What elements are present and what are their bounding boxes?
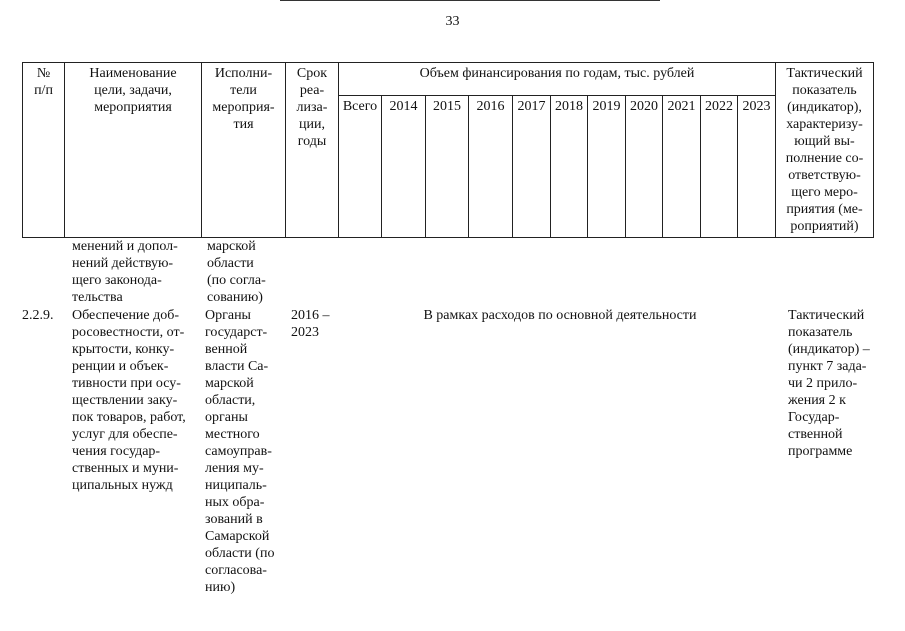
text-line: Исполни- bbox=[214, 66, 273, 81]
text-line: росовестности, от- bbox=[72, 325, 185, 340]
text-line: приятия (ме- bbox=[786, 202, 863, 217]
top-rule bbox=[280, 0, 660, 1]
header-executors bbox=[202, 63, 286, 238]
header-year-cell: 2022 bbox=[701, 96, 738, 238]
text-line: Тактический bbox=[788, 308, 865, 323]
header-name bbox=[65, 63, 202, 238]
text-line: реа- bbox=[299, 83, 325, 98]
text-line: (по согла- bbox=[207, 273, 266, 288]
text-line: показатель bbox=[792, 83, 857, 98]
continuation-executors bbox=[207, 238, 287, 306]
text-line: пок товаров, работ, bbox=[72, 410, 186, 425]
text-line: ществлении заку- bbox=[72, 393, 178, 408]
text-line: менений и допол- bbox=[72, 239, 178, 254]
text-line: жения 2 к bbox=[788, 393, 846, 408]
text-line: крытости, конку- bbox=[72, 342, 175, 357]
text-line: венной bbox=[205, 342, 248, 357]
row-number: 2.2.9. bbox=[22, 308, 54, 323]
text-line: № bbox=[36, 66, 51, 81]
text-line: сованию) bbox=[207, 290, 263, 305]
text-line: характеризу- bbox=[786, 117, 863, 132]
text-line: власти Са- bbox=[205, 359, 269, 374]
text-line: государст- bbox=[205, 325, 268, 340]
text-line: тели bbox=[230, 83, 257, 98]
text-line: области, bbox=[205, 393, 256, 408]
header-year-cell: 2017 bbox=[513, 96, 551, 238]
text-line: ципальных нужд bbox=[72, 478, 173, 493]
header-year-cell: 2016 bbox=[469, 96, 513, 238]
text-line: местного bbox=[205, 427, 260, 442]
text-line: зований в bbox=[205, 512, 263, 527]
text-line: Наименование bbox=[89, 66, 177, 81]
text-line: ниципаль- bbox=[205, 478, 267, 493]
header-year-cell: Всего bbox=[339, 96, 382, 238]
text-line: мероприятия bbox=[94, 100, 172, 115]
text-line: ления му- bbox=[205, 461, 264, 476]
header-num bbox=[23, 63, 65, 238]
text-line: показатель bbox=[788, 325, 853, 340]
row-executors bbox=[205, 307, 287, 596]
text-line: тельства bbox=[72, 290, 123, 305]
text-line: п/п bbox=[34, 83, 53, 98]
text-line: Обеспечение доб- bbox=[72, 308, 180, 323]
text-line: ственной bbox=[788, 427, 843, 442]
text-line: марской bbox=[207, 239, 256, 254]
text-line: марской bbox=[205, 376, 254, 391]
page-number: 33 bbox=[445, 14, 460, 29]
text-line: ных обра- bbox=[205, 495, 265, 510]
text-line: чения государ- bbox=[72, 444, 161, 459]
text-line: области bbox=[207, 256, 254, 271]
text-line: роприятий) bbox=[790, 219, 859, 234]
text-line: ответствую- bbox=[788, 168, 861, 183]
text-line: ственных и муни- bbox=[72, 461, 179, 476]
text-line: нений действую- bbox=[72, 256, 174, 271]
text-line: полнение со- bbox=[785, 151, 864, 166]
text-line: Самарской bbox=[205, 529, 270, 544]
header-year-cell: 2019 bbox=[588, 96, 626, 238]
row-financing: В рамках расходов по основной деятельности bbox=[423, 308, 697, 323]
text-line: чи 2 прило- bbox=[788, 376, 858, 391]
text-line: тивности при осу- bbox=[72, 376, 181, 391]
header-year-cell: 2015 bbox=[426, 96, 469, 238]
header-year-cell: 2023 bbox=[738, 96, 776, 238]
text-line: ренции и объек- bbox=[72, 359, 169, 374]
text-line: области (по bbox=[205, 546, 275, 561]
header-year-cell: 2014 bbox=[382, 96, 426, 238]
text-line: щего меро- bbox=[791, 185, 858, 200]
header-year-cell: 2021 bbox=[663, 96, 701, 238]
text-line: самоуправ- bbox=[205, 444, 272, 459]
text-line: (индикатор), bbox=[787, 100, 862, 115]
header-year-cell: 2020 bbox=[626, 96, 663, 238]
header-period bbox=[286, 63, 339, 238]
row-name bbox=[72, 307, 207, 494]
text-line: лиза- bbox=[296, 100, 328, 115]
text-line: нию) bbox=[205, 580, 236, 595]
table-header bbox=[22, 62, 874, 238]
row-period bbox=[291, 307, 339, 341]
text-line: органы bbox=[205, 410, 248, 425]
header-year-cell: 2018 bbox=[551, 96, 588, 238]
text-line: ющий вы- bbox=[794, 134, 855, 149]
row-indicator bbox=[788, 307, 883, 460]
text-line: пункт 7 зада- bbox=[788, 359, 867, 374]
text-line: Органы bbox=[205, 308, 251, 323]
text-line: 2016 – bbox=[291, 308, 330, 323]
text-line: 2023 bbox=[291, 325, 319, 340]
text-line: мероприя- bbox=[212, 100, 275, 115]
text-line: программе bbox=[788, 444, 853, 459]
text-line: цели, задачи, bbox=[94, 83, 172, 98]
text-line: Государ- bbox=[788, 410, 840, 425]
text-line: ции, bbox=[299, 117, 325, 132]
text-line: Тактический bbox=[786, 66, 863, 81]
header-indicator bbox=[776, 63, 874, 238]
header-financing: Объем финансирования по годам, тыс. рублей bbox=[339, 63, 776, 96]
text-line: (индикатор) – bbox=[788, 342, 870, 357]
text-line: согласова- bbox=[205, 563, 267, 578]
text-line: щего законода- bbox=[72, 273, 162, 288]
continuation-name bbox=[72, 238, 207, 306]
text-line: годы bbox=[297, 134, 327, 149]
text-line: тия bbox=[233, 117, 254, 132]
text-line: услуг для обеспе- bbox=[72, 427, 178, 442]
text-line: Срок bbox=[296, 66, 328, 81]
